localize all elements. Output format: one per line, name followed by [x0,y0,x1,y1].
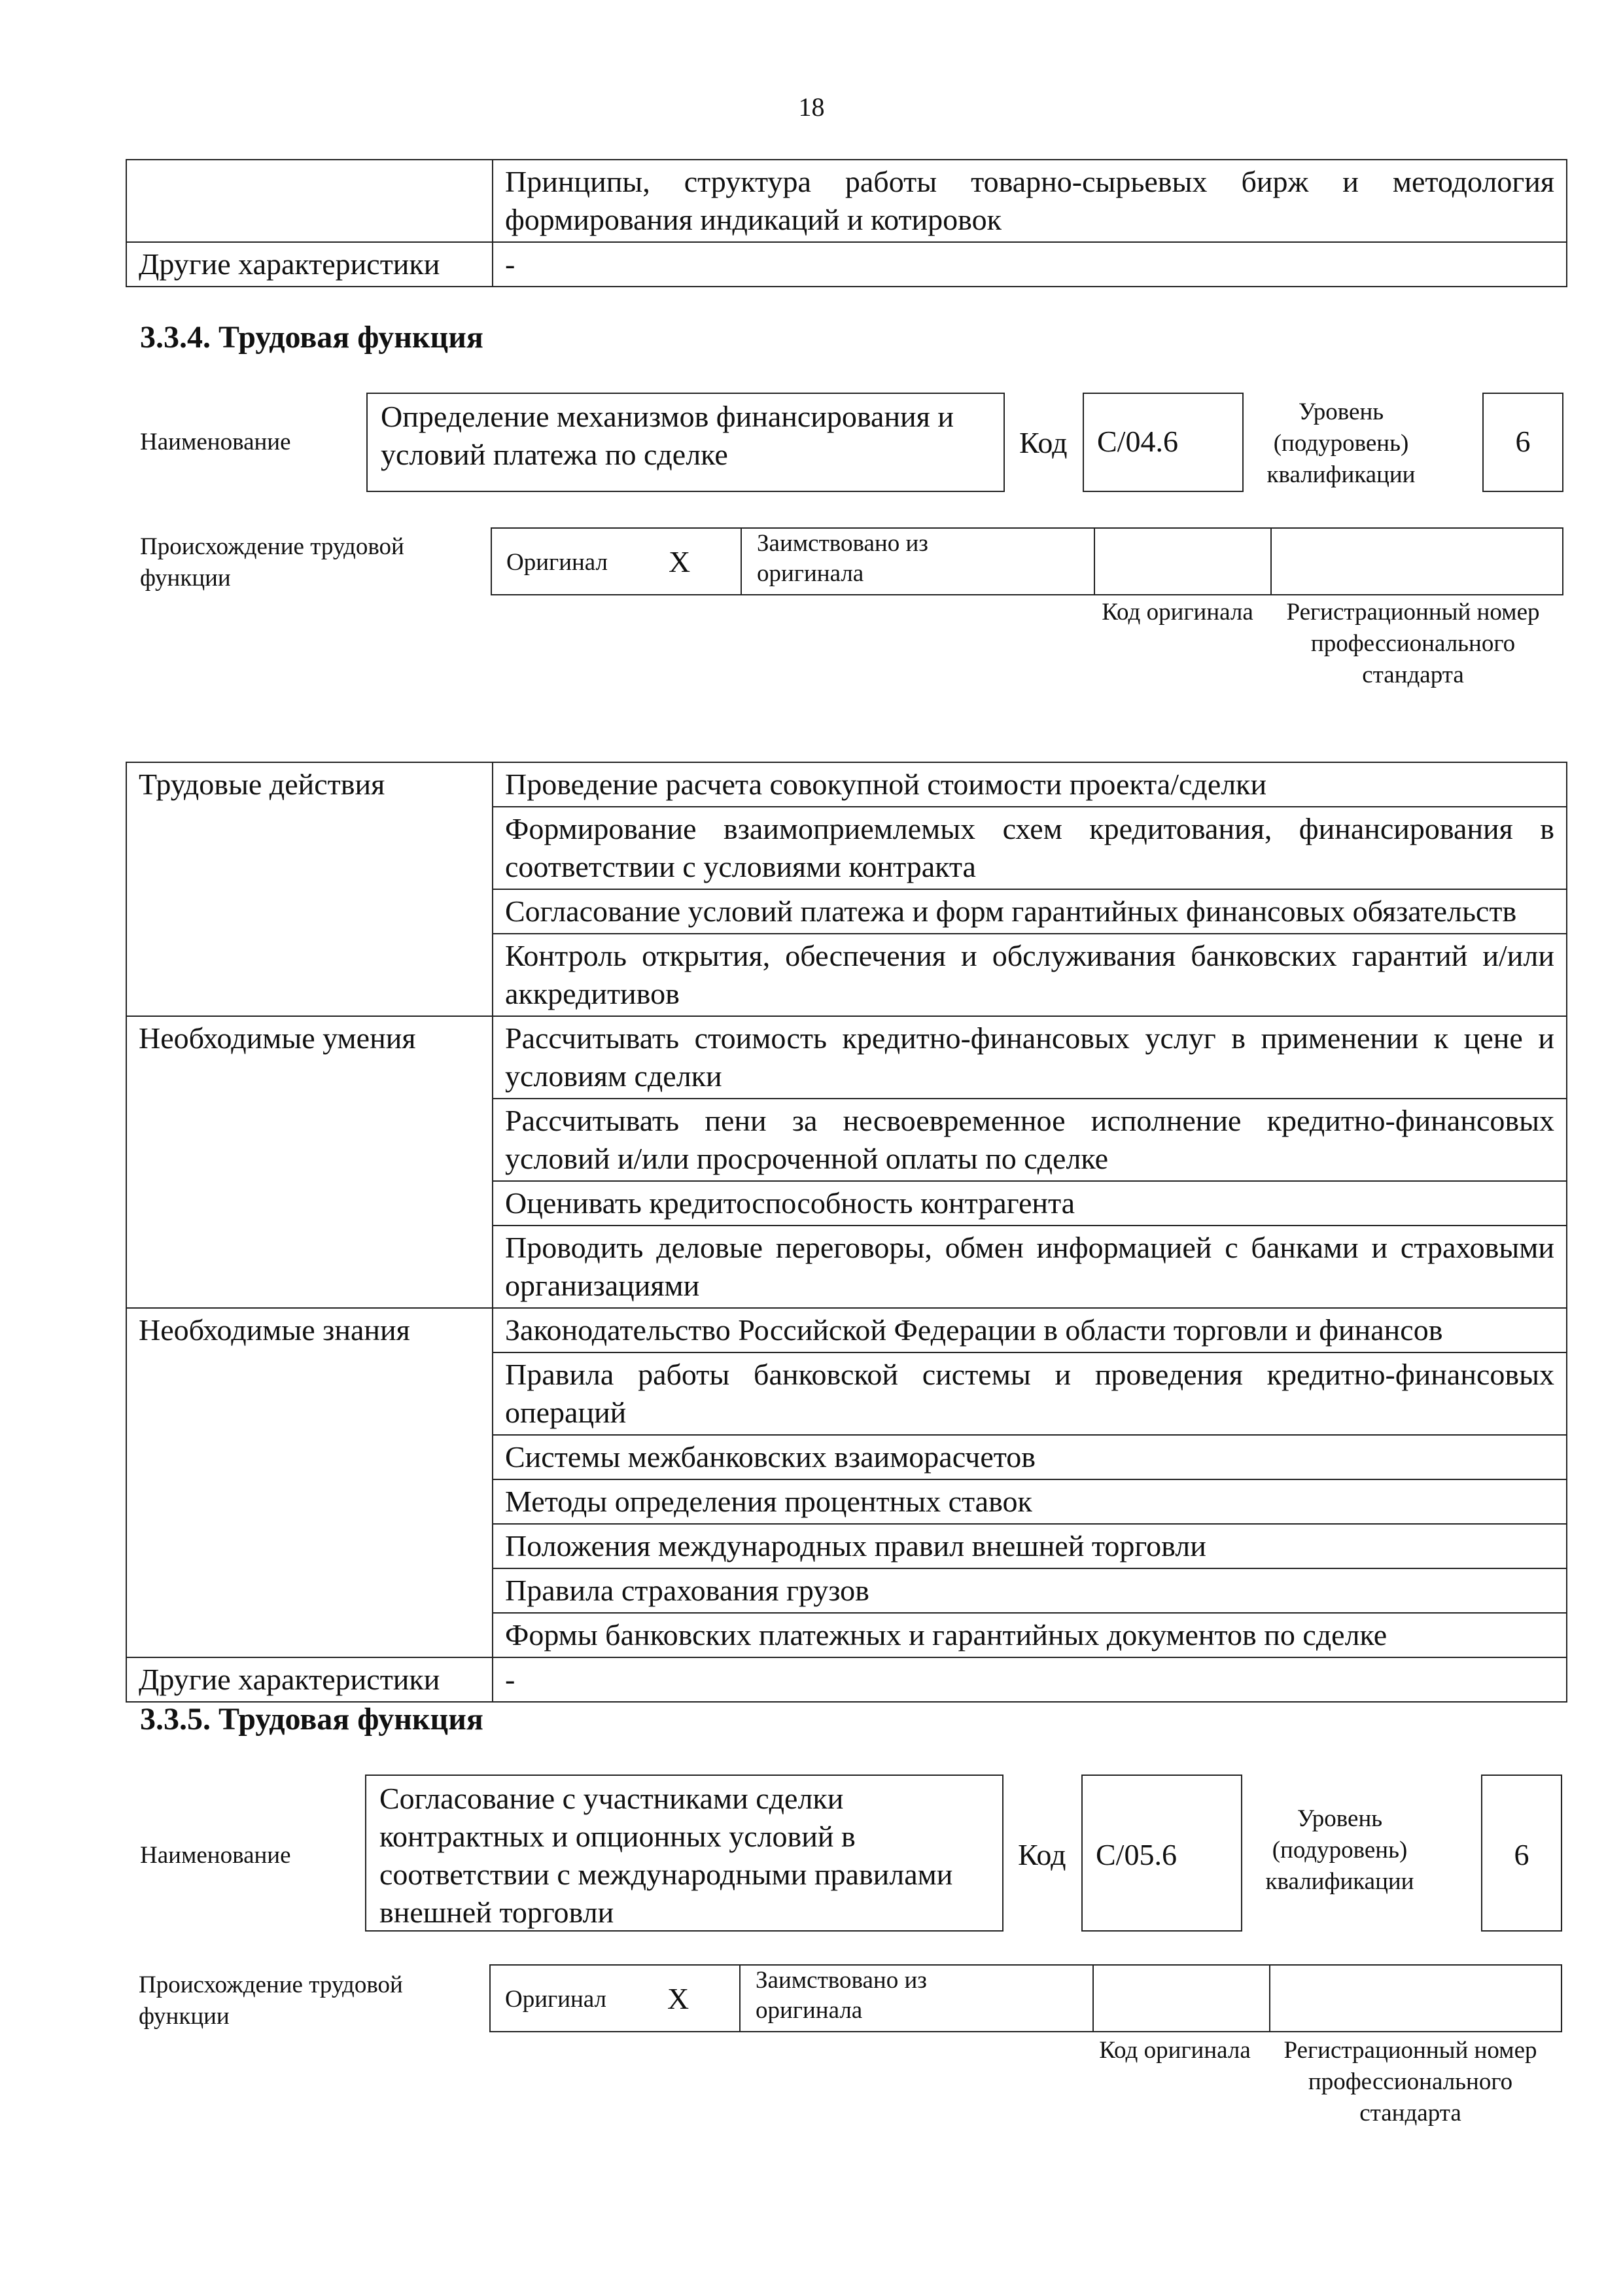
action-item: Формирование взаимоприемлемых схем кредитования, финансирования в соответствии с условиями контракта [493,807,1567,889]
qualification-level-box [1482,393,1563,492]
code-box [1083,393,1244,492]
reg-number-caption: Регистрационный номер профессионального стандарта [1286,599,1540,688]
skill-item: Рассчитывать стоимость кредитно-финансовых услуг в применении к цене и условиям сделки [493,1016,1567,1099]
knowledge-item: Методы определения процентных ставок [493,1479,1567,1524]
borrowed-label: Заимствовано из оригинала [757,530,928,587]
function-name: Согласование с участниками сделки контрактных и опционных условий в соответствии с международными правилами внешней торговли [379,1782,953,1929]
table-row [126,160,1567,242]
qualification-level-label: Уровень (подуровень) квалификации [1265,1805,1414,1895]
other-characteristics-label: Другие характеристики [126,1657,493,1702]
reg-number-caption: Регистрационный номер профессионального стандарта [1283,2037,1537,2127]
qualification-level-value: 6 [1515,425,1531,458]
original-mark: X [669,545,691,578]
borrowed-label: Заимствовано из оригинала [756,1967,927,2024]
knowledge-item: Положения международных правил внешней торговли [493,1524,1567,1568]
other-characteristics-value: - [493,1657,1567,1702]
knowledge-item: Формы банковских платежных и гарантийных документов по сделке [493,1613,1567,1657]
code-original-caption: Код оригинала [1102,599,1253,626]
other-characteristics-label: Другие характеристики [126,242,493,287]
divider [739,1966,741,2031]
knowledge-label: Необходимые знания [126,1308,493,1657]
table-row [126,1308,1567,1352]
action-item: Согласование условий платежа и форм гарантийных финансовых обязательств [493,889,1567,934]
actions-label: Трудовые действия [126,762,493,1016]
code-value: C/05.6 [1096,1838,1177,1871]
knowledge-item: Правила работы банковской системы и проведения кредитно-финансовых операций [493,1352,1567,1435]
name-label: Наименование [140,429,291,455]
top-table-empty-cell [126,160,493,242]
function-name-box [365,1775,1003,1932]
original-mark: X [667,1982,689,2015]
original-label: Оригинал [506,549,608,576]
divider [1094,529,1095,594]
knowledge-item: Системы межбанковских взаиморасчетов [493,1435,1567,1479]
code-value: C/04.6 [1097,425,1178,458]
divider [1092,1966,1094,2031]
top-table-knowledge-cell: Принципы, структура работы товарно-сырьевых бирж и методология формирования индикаций и котировок [493,160,1567,242]
original-label: Оригинал [505,1986,607,2013]
qualification-level-value: 6 [1514,1838,1529,1871]
section-heading-334: 3.3.4. Трудовая функция [140,320,483,355]
code-box [1081,1775,1242,1932]
action-item: Контроль открытия, обеспечения и обслуживания банковских гарантий и/или аккредитивов [493,934,1567,1016]
origin-table [489,1964,1562,2032]
divider [1270,529,1272,594]
function-table-334 [126,762,1567,1703]
page-number: 18 [798,92,825,122]
skill-item: Проводить деловые переговоры, обмен информацией с банками и страховыми организациями [493,1226,1567,1308]
qualification-level-box [1481,1775,1562,1932]
origin-label: Происхождение трудовой функции [140,533,404,592]
qualification-level-label: Уровень (подуровень) квалификации [1266,398,1416,488]
divider [741,529,742,594]
origin-label: Происхождение трудовой функции [139,1971,403,2030]
code-label: Код [1019,426,1068,459]
section-heading-335: 3.3.5. Трудовая функция [140,1702,483,1737]
skill-item: Оценивать кредитоспособность контрагента [493,1181,1567,1226]
other-characteristics-value: - [493,242,1567,287]
table-row [126,242,1567,287]
table-row [126,762,1567,807]
knowledge-item: Правила страхования грузов [493,1568,1567,1613]
code-original-caption: Код оригинала [1099,2037,1251,2064]
name-label: Наименование [140,1842,291,1869]
skills-label: Необходимые умения [126,1016,493,1308]
function-name-box [366,393,1005,492]
knowledge-item: Законодательство Российской Федерации в области торговли и финансов [493,1308,1567,1352]
function-name: Определение механизмов финансирования и условий платежа по сделке [381,400,954,471]
divider [1269,1966,1270,2031]
action-item: Проведение расчета совокупной стоимости проекта/сделки [493,762,1567,807]
table-row [126,1016,1567,1099]
origin-table [491,527,1563,595]
table-row [126,1657,1567,1702]
top-table [126,159,1567,287]
skill-item: Рассчитывать пени за несвоевременное исполнение кредитно-финансовых условий и/или просроченной оплаты по сделке [493,1099,1567,1181]
code-label: Код [1018,1838,1066,1871]
